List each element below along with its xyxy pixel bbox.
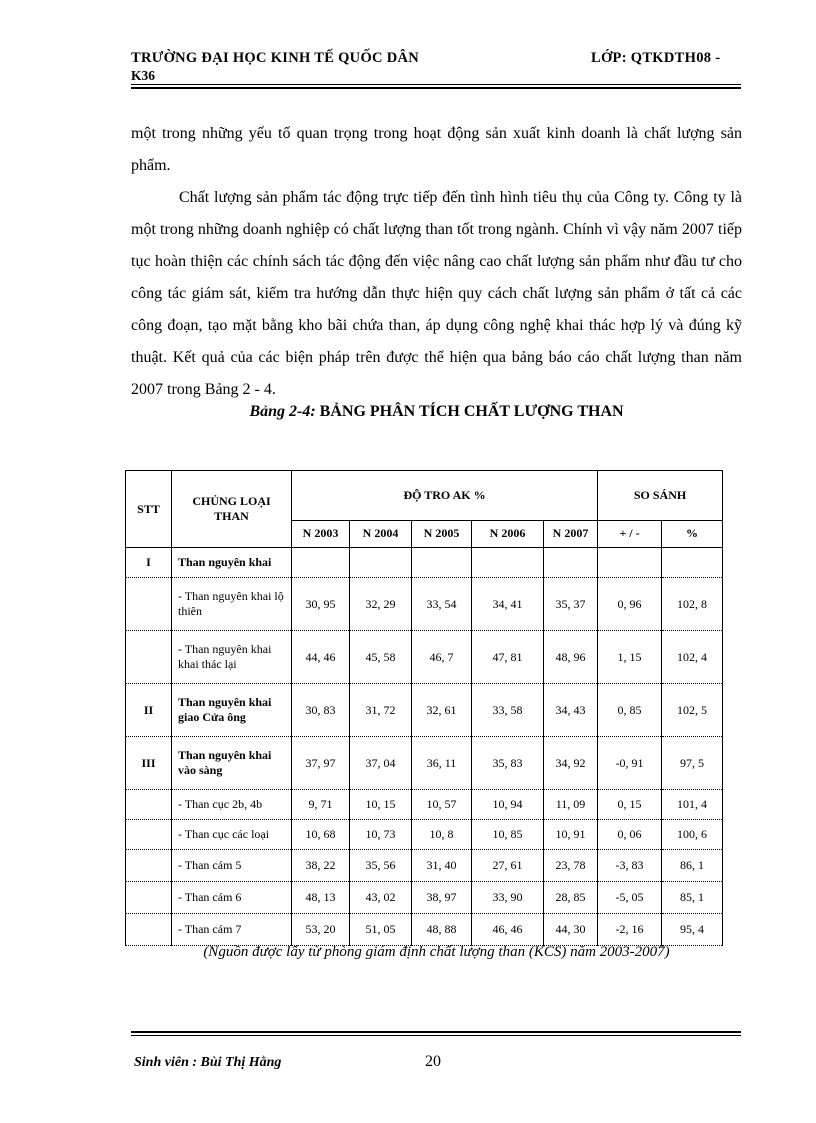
- ash-value-cell: 10, 85: [472, 820, 544, 850]
- header-percent: %: [662, 520, 723, 547]
- table-body: [126, 548, 723, 946]
- header-year: N 2004: [350, 520, 412, 547]
- percent-cell: 102, 5: [662, 684, 723, 737]
- header-year: N 2007: [544, 520, 598, 547]
- ash-value-cell: 48, 88: [412, 914, 472, 946]
- header-coal-type: CHỦNG LOẠI THAN: [172, 471, 292, 548]
- body-text: [131, 118, 742, 406]
- row-stt: [126, 882, 172, 914]
- ash-value-cell: 47, 81: [472, 631, 544, 684]
- ash-value-cell: 32, 61: [412, 684, 472, 737]
- ash-value-cell: 31, 72: [350, 684, 412, 737]
- table-title: [131, 403, 742, 421]
- ash-value-cell: [412, 548, 472, 578]
- ash-value-cell: 10, 94: [472, 790, 544, 820]
- student-name: Sinh viên : Bùi Thị Hằng: [134, 1055, 282, 1070]
- ash-value-cell: 10, 15: [350, 790, 412, 820]
- ash-value-cell: 35, 37: [544, 578, 598, 631]
- ash-value-cell: 46, 46: [472, 914, 544, 946]
- row-stt: I: [126, 548, 172, 578]
- ash-value-cell: 34, 92: [544, 737, 598, 790]
- row-coal-type: Than nguyên khai giao Cửa ông: [172, 684, 292, 737]
- percent-cell: [662, 548, 723, 578]
- ash-value-cell: 30, 83: [292, 684, 350, 737]
- ash-value-cell: 53, 20: [292, 914, 350, 946]
- ash-value-cell: 51, 05: [350, 914, 412, 946]
- ash-value-cell: 38, 22: [292, 850, 350, 882]
- row-coal-type: - Than nguyên khai lộ thiên: [172, 578, 292, 631]
- ash-value-cell: [472, 548, 544, 578]
- ash-value-cell: 35, 83: [472, 737, 544, 790]
- class-label: LỚP: QTKDTH08 -: [591, 50, 721, 66]
- ash-value-cell: 43, 02: [350, 882, 412, 914]
- diff-cell: [598, 548, 662, 578]
- diff-cell: -2, 16: [598, 914, 662, 946]
- row-coal-type: Than nguyên khai: [172, 548, 292, 578]
- ash-value-cell: 10, 91: [544, 820, 598, 850]
- ash-value-cell: 37, 04: [350, 737, 412, 790]
- ash-value-cell: [350, 548, 412, 578]
- row-stt: [126, 850, 172, 882]
- table-row: [126, 914, 723, 946]
- diff-cell: 0, 85: [598, 684, 662, 737]
- ash-value-cell: 10, 73: [350, 820, 412, 850]
- percent-cell: 97, 5: [662, 737, 723, 790]
- table-row: [126, 882, 723, 914]
- table-row: [126, 631, 723, 684]
- ash-value-cell: 48, 96: [544, 631, 598, 684]
- ash-value-cell: 28, 85: [544, 882, 598, 914]
- table-title-text: BẢNG PHÂN TÍCH CHẤT LƯỢNG THAN: [319, 403, 624, 420]
- ash-value-cell: 11, 09: [544, 790, 598, 820]
- percent-cell: 95, 4: [662, 914, 723, 946]
- row-stt: [126, 820, 172, 850]
- class-suffix: K36: [131, 68, 156, 83]
- ash-value-cell: 44, 30: [544, 914, 598, 946]
- table-row: [126, 578, 723, 631]
- row-stt: [126, 631, 172, 684]
- percent-cell: 102, 4: [662, 631, 723, 684]
- percent-cell: 100, 6: [662, 820, 723, 850]
- header-stt: STT: [126, 471, 172, 548]
- row-stt: [126, 914, 172, 946]
- table-row: [126, 548, 723, 578]
- row-stt: III: [126, 737, 172, 790]
- row-stt: [126, 790, 172, 820]
- header-ash-content: ĐỘ TRO AK %: [292, 471, 598, 521]
- ash-value-cell: 10, 8: [412, 820, 472, 850]
- ash-value-cell: 48, 13: [292, 882, 350, 914]
- ash-value-cell: 44, 46: [292, 631, 350, 684]
- ash-value-cell: 10, 68: [292, 820, 350, 850]
- diff-cell: -0, 91: [598, 737, 662, 790]
- row-stt: II: [126, 684, 172, 737]
- percent-cell: 85, 1: [662, 882, 723, 914]
- table-row: [126, 737, 723, 790]
- ash-value-cell: 34, 43: [544, 684, 598, 737]
- header-rule: [131, 84, 741, 89]
- ash-value-cell: 10, 57: [412, 790, 472, 820]
- header-year: N 2006: [472, 520, 544, 547]
- ash-value-cell: 33, 54: [412, 578, 472, 631]
- ash-value-cell: 46, 7: [412, 631, 472, 684]
- ash-value-cell: 34, 41: [472, 578, 544, 631]
- ash-value-cell: 32, 29: [350, 578, 412, 631]
- row-coal-type: - Than cục các loại: [172, 820, 292, 850]
- ash-value-cell: [292, 548, 350, 578]
- ash-value-cell: 36, 11: [412, 737, 472, 790]
- table-row: [126, 790, 723, 820]
- ash-value-cell: 27, 61: [472, 850, 544, 882]
- percent-cell: 101, 4: [662, 790, 723, 820]
- ash-value-cell: 38, 97: [412, 882, 472, 914]
- diff-cell: -5, 05: [598, 882, 662, 914]
- ash-value-cell: 30, 95: [292, 578, 350, 631]
- source-note: (Nguồn được lấy từ phòng giám định chất lượng than (KCS) năm 2003-2007): [203, 944, 670, 960]
- ash-value-cell: 23, 78: [544, 850, 598, 882]
- row-coal-type: - Than cám 5: [172, 850, 292, 882]
- row-stt: [126, 578, 172, 631]
- row-coal-type: - Than cục 2b, 4b: [172, 790, 292, 820]
- coal-quality-table: [125, 470, 723, 946]
- diff-cell: 0, 96: [598, 578, 662, 631]
- ash-value-cell: [544, 548, 598, 578]
- header-year: N 2003: [292, 520, 350, 547]
- header-compare: SO SÁNH: [598, 471, 723, 521]
- header-year: N 2005: [412, 520, 472, 547]
- row-coal-type: - Than nguyên khai khai thác lại: [172, 631, 292, 684]
- table-row: [126, 820, 723, 850]
- ash-value-cell: 33, 90: [472, 882, 544, 914]
- diff-cell: -3, 83: [598, 850, 662, 882]
- header-diff: + / -: [598, 520, 662, 547]
- ash-value-cell: 9, 71: [292, 790, 350, 820]
- paragraph: một trong những yếu tố quan trọng trong hoạt động sản xuất kinh doanh là chất lượng sản phẩm.: [131, 125, 742, 174]
- school-name: TRƯỜNG ĐẠI HỌC KINH TẾ QUỐC DÂN: [131, 50, 420, 66]
- ash-value-cell: 33, 58: [472, 684, 544, 737]
- table-row: [126, 850, 723, 882]
- row-coal-type: - Than cám 6: [172, 882, 292, 914]
- ash-value-cell: 45, 58: [350, 631, 412, 684]
- row-coal-type: Than nguyên khai vào sàng: [172, 737, 292, 790]
- diff-cell: 0, 06: [598, 820, 662, 850]
- diff-cell: 1, 15: [598, 631, 662, 684]
- row-coal-type: - Than cám 7: [172, 914, 292, 946]
- diff-cell: 0, 15: [598, 790, 662, 820]
- ash-value-cell: 37, 97: [292, 737, 350, 790]
- page-number: 20: [425, 1053, 441, 1070]
- footer-rule: [131, 1031, 741, 1036]
- percent-cell: 86, 1: [662, 850, 723, 882]
- table-row: [126, 684, 723, 737]
- ash-value-cell: 35, 56: [350, 850, 412, 882]
- table-title-prefix: Bảng 2-4:: [249, 403, 316, 420]
- ash-value-cell: 31, 40: [412, 850, 472, 882]
- paragraph: Chất lượng sản phẩm tác động trực tiếp đến tình hình tiêu thụ của Công ty. Công ty là một trong những doanh nghiệp có chất lượng than tốt trong ngành. Chính vì vậy năm 2007 tiếp tục hoàn thiện các chính sách tác động đến việc nâng cao chất lượng sản phẩm như đầu tư cho công tác giám sát, kiểm tra hướng dẫn thực hiện quy cách chất lượng sản phẩm ở tất cả các công đoạn, tạo mặt bằng kho bãi chứa than, áp dụng công nghệ khai thác hợp lý và đúng kỹ thuật. Kết quả của các biện pháp trên được thể hiện qua bảng báo cáo chất lượng than năm 2007 trong Bảng 2 - 4.: [131, 189, 742, 398]
- percent-cell: 102, 8: [662, 578, 723, 631]
